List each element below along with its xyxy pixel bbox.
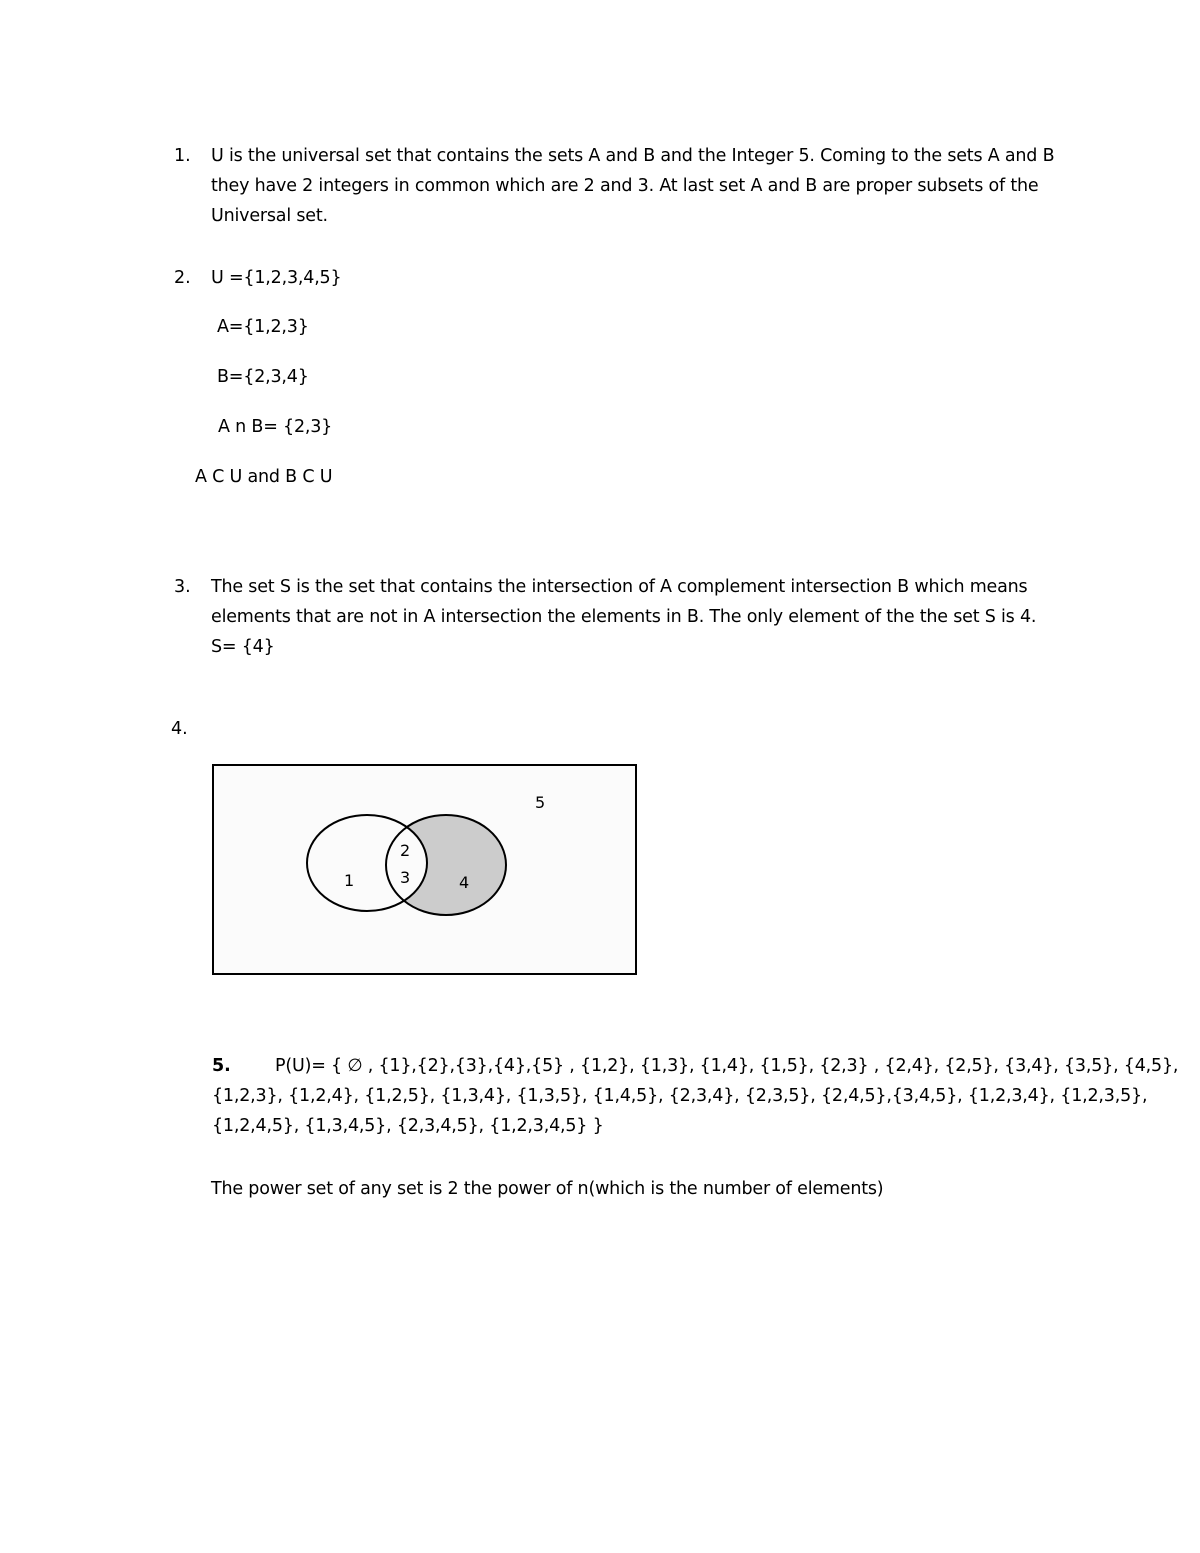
subset-line: A C U and B C U	[195, 467, 333, 487]
item-2-number: 2.	[174, 268, 191, 288]
set-a-line: A={1,2,3}	[217, 317, 309, 337]
intersection-line: A n B= {2,3}	[218, 417, 333, 437]
item-3-line-3: S= {4}	[211, 637, 275, 657]
universal-set-line: U ={1,2,3,4,5}	[211, 268, 342, 288]
item-1-line-2: they have 2 integers in common which are 2 and 3. At last set A and B are proper subsets of the	[211, 176, 1039, 196]
item-4-number: 4.	[171, 719, 188, 739]
item-5-number: 5.	[212, 1056, 231, 1076]
venn-diagram	[212, 764, 637, 975]
intersection-element-label: 3	[400, 868, 411, 887]
venn-svg	[214, 766, 639, 977]
item-1-line-3: Universal set.	[211, 206, 328, 226]
power-set-line-2: {1,2,3}, {1,2,4}, {1,2,5}, {1,3,4}, {1,3,5}, {1,4,5}, {2,3,4}, {2,3,5}, {2,4,5},{3,4,5}, {1,2,3,4}, {1,2,3,5},	[212, 1086, 1148, 1106]
power-set-note: The power set of any set is 2 the power of n(which is the number of elements)	[211, 1179, 884, 1199]
outside-element-label: 5	[535, 793, 546, 812]
set-b-line: B={2,3,4}	[217, 367, 309, 387]
item-1-line-1: U is the universal set that contains the sets A and B and the Integer 5. Coming to the sets A and B	[211, 146, 1055, 166]
power-set-line-1: P(U)= { ∅ , {1},{2},{3},{4},{5} , {1,2}, {1,3}, {1,4}, {1,5}, {2,3} , {2,4}, {2,5}, {3,4}, {3,5}, {4,5},	[275, 1056, 1179, 1076]
item-3-number: 3.	[174, 577, 191, 597]
a-only-element-label: 1	[344, 871, 355, 890]
power-set-line-3: {1,2,4,5}, {1,3,4,5}, {2,3,4,5}, {1,2,3,4,5} }	[212, 1116, 604, 1136]
item-3-line-1: The set S is the set that contains the intersection of A complement intersection B which means	[211, 577, 1028, 597]
intersection-element-label: 2	[400, 841, 411, 860]
item-1-number: 1.	[174, 146, 191, 166]
b-only-element-label: 4	[459, 873, 470, 892]
item-3-line-2: elements that are not in A intersection the elements in B. The only element of the the set S is 4.	[211, 607, 1037, 627]
